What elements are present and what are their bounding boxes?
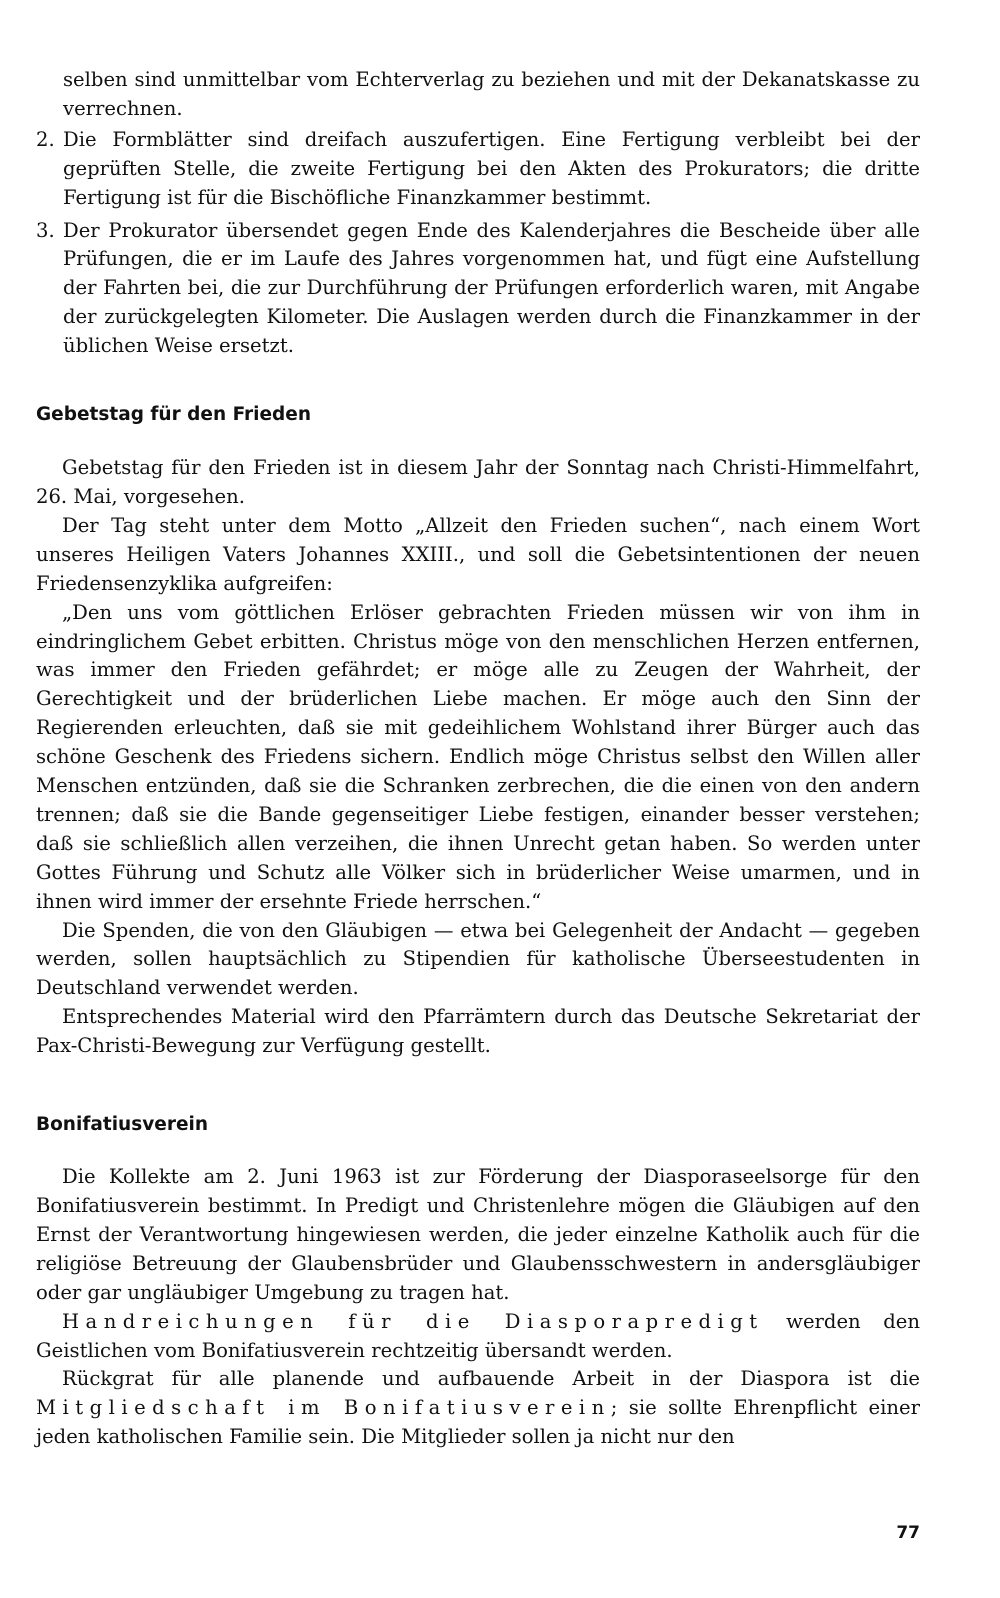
paragraph: Die Kollekte am 2. Juni 1963 ist zur Förderung der Diasporaseelsorge für den Bonifatiusverein bestimmt. In Predigt und Christenlehre mögen die Gläubigen auf den Ernst der Verantwortung hingewiesen werden, die jeder einzelne Katholik auch für die religiöse Betreuung der Glaubensbrüder und Glaubensschwestern in andersgläubiger oder gar ungläubiger Umgebung zu tragen hat.: [36, 1165, 920, 1304]
paragraph-text: Rückgrat für alle planende und aufbauende Arbeit in der Diaspora ist die: [62, 1367, 920, 1391]
page-content: [36, 66, 920, 1452]
paragraph-text: werden den Geistlichen vom Bonifatiusverein rechtzeitig übersandt werden.: [36, 1309, 920, 1362]
page-number: 77: [896, 1523, 920, 1543]
list-number: 2.: [36, 127, 55, 151]
list-item-2: [36, 126, 920, 213]
list-text: Die Formblätter sind dreifach auszufertigen. Eine Fertigung verbleibt bei der geprüften Stelle, die zweite Fertigung bei den Akten des Prokurators; die dritte Fertigung ist für die Bischöfliche Finanzkammer bestimmt.: [63, 127, 920, 209]
emphasized-text: Handreichungen für die Diasporapredigt: [62, 1309, 764, 1333]
paragraph: Entsprechendes Material wird den Pfarrämtern durch das Deutsche Sekretariat der Pax-Christi-Bewegung zur Verfügung gestellt.: [36, 1005, 920, 1058]
section-bonifatiusverein: [36, 1163, 920, 1452]
paragraph: [36, 1365, 920, 1452]
quote-paragraph: „Den uns vom göttlichen Erlöser gebrachten Frieden müssen wir von ihm in eindringlichem Gebet erbitten. Christus möge von den menschlichen Herzen entfernen, was immer den Frieden gefährdet; er möge alle zu Zeugen der Wahrheit, der Gerechtigkeit und der brüderlichen Liebe machen. Er möge auch den Sinn der Regierenden erleuchten, daß sie mit gedeihlichem Wohlstand ihrer Bürger auch das schöne Geschenk des Friedens sichern. Endlich möge Christus selbst den Willen aller Menschen entzünden, daß sie die Schranken zerbrechen, die die einen von den andern trennen; daß sie die Bande gegenseitiger Liebe festigen, einander besser verstehen; daß sie schließlich allen verzeihen, die ihnen Unrecht getan haben. So werden unter Gottes Führung und Schutz alle Völker sich in brüderlicher Weise umarmen, und in ihnen wird immer der ersehnte Friede herrschen.“: [36, 600, 920, 913]
list-item-continuation: [36, 66, 920, 124]
paragraph: Die Spenden, die von den Gläubigen — etwa bei Gelegenheit der Andacht — gegeben werden, sollen hauptsächlich zu Stipendien für katholische Überseestudenten in Deutschland verwendet werden.: [36, 918, 920, 1000]
paragraph: Gebetstag für den Frieden ist in diesem Jahr der Sonntag nach Christi-Himmelfahrt, 26. Mai, vorgesehen.: [36, 456, 920, 508]
section-heading-gebetstag: Gebetstag für den Frieden: [36, 404, 311, 426]
list-item-3: [36, 217, 920, 362]
paragraph-text: ; sie sollte Ehrenpflicht einer jeden katholischen Familie sein. Die Mitglieder sollen ja nicht nur den: [36, 1396, 920, 1449]
section-heading-bonifatiusverein: Bonifatiusverein: [36, 1114, 209, 1136]
paragraph: Der Tag steht unter dem Motto „Allzeit den Frieden suchen“, nach einem Wort unseres Heiligen Vaters Johannes XXIII., und soll die Gebetsintentionen der neuen Friedensenzyklika aufgreifen:: [36, 513, 920, 595]
section-gebetstag: [36, 454, 920, 1061]
continuation-text: selben sind unmittelbar vom Echterverlag zu beziehen und mit der Dekanatskasse zu verrechnen.: [63, 68, 920, 120]
emphasized-text: Mitgliedschaft im Bonifatiusverein: [36, 1396, 611, 1420]
list-text: Der Prokurator übersendet gegen Ende des Kalenderjahres die Bescheide über alle Prüfungen, die er im Laufe des Jahres vorgenommen hat, und fügt eine Aufstellung der Fahrten bei, die zur Durchführung der Prüfungen erforderlich waren, mit Angabe der zurückgelegten Kilometer. Die Auslagen werden durch die Finanzkammer in der üblichen Weise ersetzt.: [63, 218, 920, 358]
list-number: 3.: [36, 218, 55, 242]
paragraph: [36, 1308, 920, 1366]
